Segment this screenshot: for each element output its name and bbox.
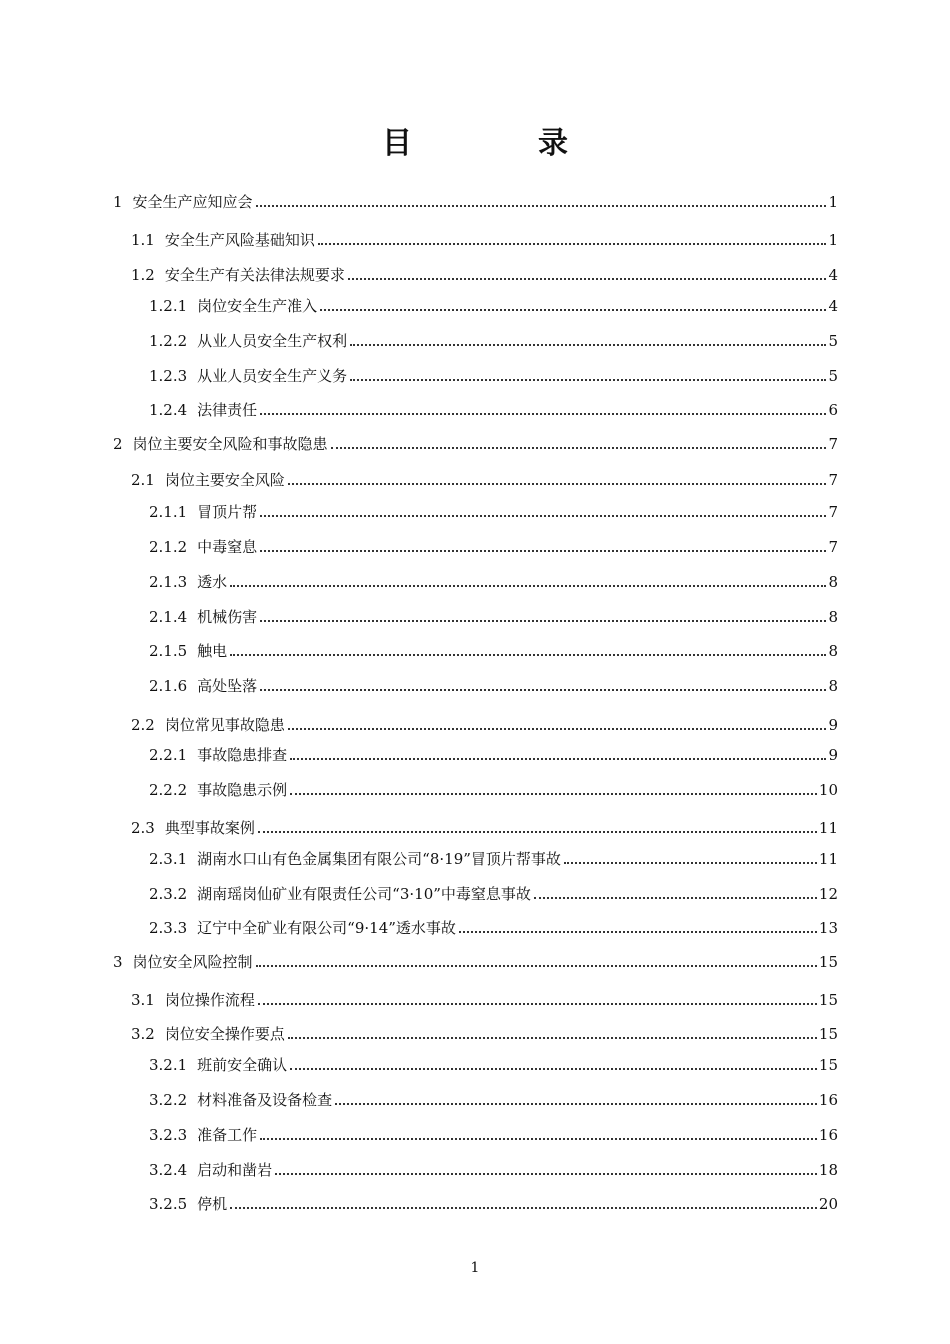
toc-entry-title: 岗位操作流程 [164,991,255,1009]
toc-entry-page: 16 [818,1126,838,1144]
dot-leader [256,204,827,207]
toc-entry[interactable] [0,327,950,351]
dot-leader [230,584,826,587]
toc-entry-page: 15 [818,953,838,971]
dot-leader [350,378,826,381]
dot-leader [331,446,827,449]
toc-entry-page: 18 [818,1161,838,1179]
toc-entry-page: 4 [828,266,838,284]
dot-leader [260,1137,817,1140]
toc-entry-title: 从业人员安全生产义务 [197,367,348,385]
toc-entry-title: 中毒窒息 [197,538,258,556]
dot-leader [288,1036,817,1039]
toc-entry-title: 岗位常见事故隐患 [164,716,285,734]
toc-entry[interactable] [0,1156,950,1180]
toc-entry-page: 8 [828,642,838,660]
toc-entry-title: 停机 [197,1195,228,1213]
dot-leader [335,1102,817,1105]
toc-entry-number: 1.2.4 [149,401,188,419]
toc-entry-number: 3.1 [131,991,155,1009]
dot-leader [290,757,826,760]
toc-entry-title: 事故隐患排查 [197,746,288,764]
toc-entry-title: 典型事故案例 [164,819,255,837]
toc-entry-number: 2.3.3 [149,919,188,937]
toc-entry-page: 8 [828,608,838,626]
toc-entry-number: 3 [113,953,123,971]
toc-entry-number: 2 [113,435,123,453]
toc-entry-number: 2.2 [131,716,155,734]
dot-leader [256,964,817,967]
dot-leader [288,482,827,485]
toc-entry[interactable] [0,948,950,972]
toc-entry[interactable] [0,1020,950,1044]
toc-entry-page: 16 [818,1091,838,1109]
toc-entry-title: 启动和凿岩 [197,1161,273,1179]
toc-entry-page: 1 [828,231,838,249]
toc-entry[interactable] [0,776,950,800]
toc-entry[interactable] [0,226,950,250]
toc-entry-page: 1 [828,193,838,211]
toc-entry-title: 岗位主要安全风险和事故隐患 [132,435,328,453]
dot-leader [258,1002,817,1005]
toc-entry[interactable] [0,188,950,212]
toc-entry-title: 岗位安全操作要点 [164,1025,285,1043]
toc-entry-page: 9 [828,716,838,734]
toc-entry-page: 5 [828,367,838,385]
toc-entry[interactable] [0,430,950,454]
dot-leader [260,688,826,691]
toc-entry[interactable] [0,261,950,285]
dot-leader [275,1172,817,1175]
dot-leader [320,308,826,311]
toc-entry[interactable] [0,1190,950,1214]
toc-entry-page: 7 [828,503,838,521]
toc-entry[interactable] [0,711,950,735]
toc-entry-number: 3.2.5 [149,1195,188,1213]
toc-entry[interactable] [0,362,950,386]
toc-entry-page: 7 [828,471,838,489]
toc-entry[interactable] [0,880,950,904]
toc-entry-page: 7 [828,435,838,453]
toc-entry[interactable] [0,603,950,627]
toc-entry[interactable] [0,845,950,869]
toc-entry-number: 3.2 [131,1025,155,1043]
toc-entry-number: 3.2.3 [149,1126,188,1144]
toc-entry-title: 透水 [197,573,228,591]
toc-entry-page: 7 [828,538,838,556]
dot-leader [350,343,826,346]
toc-entry-title: 辽宁中全矿业有限公司“9·14”透水事故 [197,919,456,937]
toc-entry[interactable] [0,914,950,938]
toc-entry-page: 5 [828,332,838,350]
dot-leader [258,830,817,833]
toc-entry-number: 2.1.6 [149,677,188,695]
toc-entry-title: 岗位安全生产准入 [197,297,318,315]
toc-entry-title: 岗位安全风险控制 [132,953,253,971]
toc-entry-title: 准备工作 [197,1126,258,1144]
toc-entry-number: 2.1.5 [149,642,188,660]
toc-entry-number: 1.2.3 [149,367,188,385]
toc-entry-title: 材料准备及设备检查 [197,1091,333,1109]
toc-entry-page: 15 [818,991,838,1009]
dot-leader [318,242,827,245]
toc-entry-page: 15 [818,1056,838,1074]
toc-entry-number: 2.2.2 [149,781,188,799]
toc-entry-number: 1.2 [131,266,155,284]
toc-entry-title: 事故隐患示例 [197,781,288,799]
toc-entry-number: 2.1.2 [149,538,188,556]
toc-entry[interactable] [0,741,950,765]
toc-entry-number: 3.2.4 [149,1161,188,1179]
toc-entry-number: 2.3.1 [149,850,188,868]
toc-entry-number: 2.3 [131,819,155,837]
toc-entry-title: 冒顶片帮 [197,503,258,521]
dot-leader [260,514,826,517]
toc-entry-page: 12 [818,885,838,903]
toc-entry-page: 15 [818,1025,838,1043]
toc-entry-page: 4 [828,297,838,315]
toc-entry[interactable] [0,533,950,557]
dot-leader [290,792,817,795]
toc-entry-title: 安全生产风险基础知识 [164,231,315,249]
dot-leader [459,930,817,933]
dot-leader [534,896,817,899]
toc-entry-number: 2.1.4 [149,608,188,626]
toc-entry-number: 2.1.3 [149,573,188,591]
toc-entry-number: 1.1 [131,231,155,249]
page-number: 1 [470,1260,480,1276]
toc-entry-number: 2.1.1 [149,503,188,521]
toc-entry[interactable] [0,814,950,838]
toc-entry-title: 湖南水口山有色金属集团有限公司“8·19”冒顶片帮事故 [197,850,561,868]
toc-entry[interactable] [0,498,950,522]
page-title: 目 录 [382,126,616,161]
toc-entry[interactable] [0,466,950,490]
toc-entry[interactable] [0,1051,950,1075]
toc-entry-title: 班前安全确认 [197,1056,288,1074]
toc-entry-page: 6 [828,401,838,419]
toc-entry-number: 1 [113,193,123,211]
dot-leader [260,549,826,552]
toc-entry[interactable] [0,292,950,316]
dot-leader [348,277,827,280]
toc-entry-page: 9 [828,746,838,764]
toc-entry-title: 机械伤害 [197,608,258,626]
toc-entry-page: 11 [818,850,838,868]
toc-entry-number: 3.2.1 [149,1056,188,1074]
toc-entry-title: 触电 [197,642,228,660]
toc-entry-number: 2.1 [131,471,155,489]
toc-entry-page: 20 [818,1195,838,1213]
toc-entry-number: 1.2.1 [149,297,188,315]
toc-entry-number: 2.3.2 [149,885,188,903]
toc-entry-title: 法律责任 [197,401,258,419]
toc-entry[interactable] [0,986,950,1010]
toc-entry-number: 2.2.1 [149,746,188,764]
toc-entry[interactable] [0,637,950,661]
dot-leader [260,619,826,622]
dot-leader [260,412,826,415]
toc-entry-number: 1.2.2 [149,332,188,350]
toc-entry-page: 8 [828,573,838,591]
toc-entry-page: 13 [818,919,838,937]
toc-entry-title: 湖南瑶岗仙矿业有限责任公司“3·10”中毒窒息事故 [197,885,531,903]
toc-entry[interactable] [0,1121,950,1145]
toc-entry-page: 10 [818,781,838,799]
toc-entry-title: 高处坠落 [197,677,258,695]
toc-entry[interactable] [0,672,950,696]
dot-leader [290,1067,817,1070]
toc-entry[interactable] [0,396,950,420]
dot-leader [288,727,827,730]
dot-leader [564,861,817,864]
toc-entry-page: 8 [828,677,838,695]
dot-leader [230,653,826,656]
toc-entry-title: 岗位主要安全风险 [164,471,285,489]
toc-entry-number: 3.2.2 [149,1091,188,1109]
toc-entry-page: 11 [818,819,838,837]
toc-entry-title: 安全生产有关法律法规要求 [164,266,345,284]
toc-entry[interactable] [0,1086,950,1110]
dot-leader [230,1206,817,1209]
toc-entry[interactable] [0,568,950,592]
toc-entry-title: 安全生产应知应会 [132,193,253,211]
toc-entry-title: 从业人员安全生产权利 [197,332,348,350]
